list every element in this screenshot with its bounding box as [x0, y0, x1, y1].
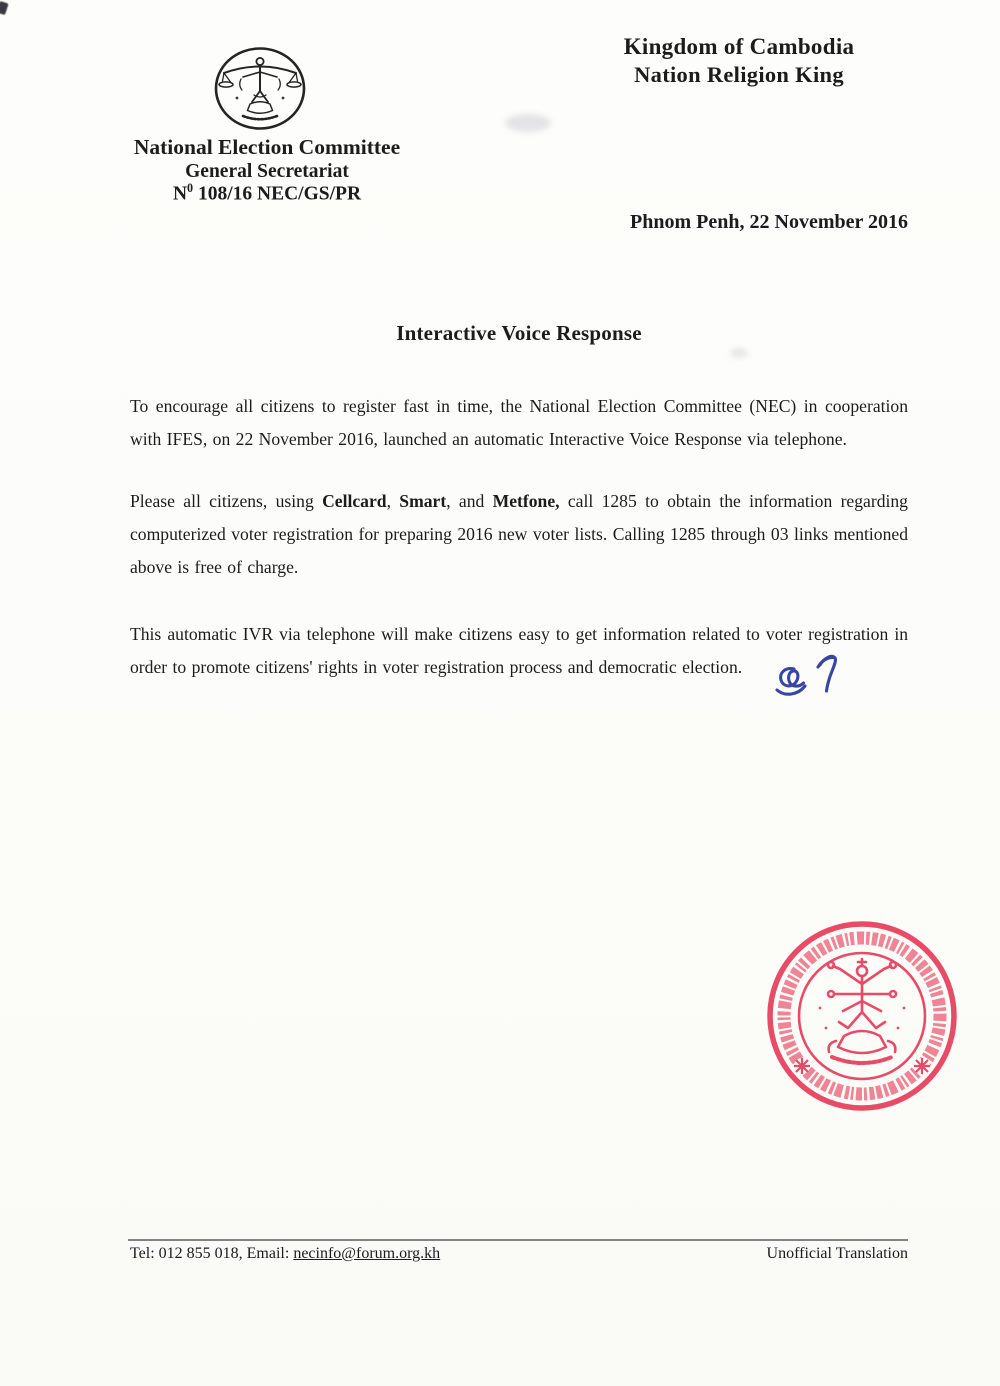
- nec-red-stamp-icon: [762, 916, 962, 1116]
- blue-ink-initials-icon: [772, 645, 852, 705]
- paragraph-2-segment: ,: [386, 491, 400, 511]
- brand-metfone: Metfone,: [492, 491, 560, 511]
- footer-divider: [128, 1239, 908, 1241]
- brand-cellcard: Cellcard: [322, 491, 387, 511]
- scan-smudge: [730, 348, 748, 358]
- brand-smart: Smart: [399, 491, 447, 511]
- secretariat-name: General Secretariat: [185, 161, 349, 182]
- committee-name: National Election Committee: [133, 135, 401, 159]
- paragraph-3: This automatic IVR via telephone will make citizens easy to get information related to voter registration in order to promote citizens' rights in voter registration process and democratic election.: [130, 624, 908, 677]
- email-link[interactable]: necinfo@forum.org.kh: [293, 1245, 441, 1262]
- scan-corner-mark: [0, 1, 9, 15]
- paragraph-2-segment: call 1285 to obtain the information regarding computerized voter registration for preparing 2016 new voter lists. Calling 1285 through 03 links mentioned above is free of charge.: [130, 491, 908, 577]
- national-motto: Nation Religion King: [634, 62, 844, 87]
- footer-contact: [130, 1245, 630, 1263]
- kingdom-title: Kingdom of Cambodia: [623, 34, 855, 59]
- scan-smudge: [505, 114, 551, 132]
- paragraph-2-segment: Please all citizens, using: [130, 491, 323, 511]
- footer-note: Unofficial Translation: [766, 1245, 908, 1262]
- nec-scales-seal-icon: [213, 46, 307, 131]
- paragraph-2: [130, 485, 908, 584]
- paragraph-1: To encourage all citizens to register fast in time, the National Election Committee (NEC) in cooperation with IFES, on 22 November 2016, launched an automatic Interactive Voice Response via telephone.: [130, 396, 908, 449]
- dateline: Phnom Penh, 22 November 2016: [630, 211, 908, 233]
- footer-contact-label: Tel: 012 855 018, Email:: [130, 1245, 294, 1262]
- reference-number: $N^0$ 108/16 NEC/GS/PR: [172, 181, 362, 205]
- document-title: Interactive Voice Response: [396, 321, 642, 345]
- paragraph-2-segment: , and: [446, 491, 493, 511]
